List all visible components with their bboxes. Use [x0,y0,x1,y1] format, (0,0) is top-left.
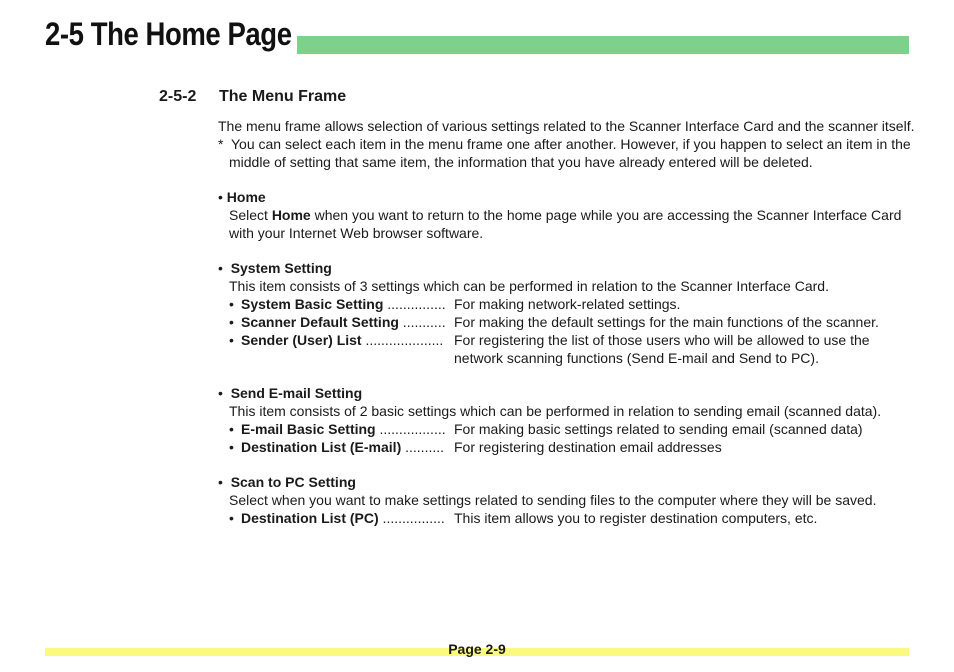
sub-item-label: Destination List (E-mail) [241,439,402,455]
scanpc-item-title [218,473,918,491]
sub-item-row: • Sender (User) List .................... For registering the list of those users who will be allowed to use the network scanning functions (Send E-mail and Send to PC). [218,331,918,367]
sub-item-label: Sender (User) List [241,332,362,348]
note-mark: * [218,136,224,152]
sub-item-row: • Destination List (PC) ................ This item allows you to register destination computers, etc. [218,509,918,527]
home-bold: Home [271,207,311,223]
sub-item-label: System Basic Setting [241,296,384,312]
scanpc-title: Scan to PC Setting [230,474,356,490]
section-number: 2-5-2 [159,88,197,105]
sub-item-row: • E-mail Basic Setting ................. For making basic settings related to sending email (scanned data) [218,420,918,438]
scanpc-item-desc: Select when you want to make settings related to sending files to the computer where they will be saved. [229,492,877,508]
section-heading [159,88,346,106]
system-item-title [218,259,918,277]
sub-item-desc: For registering destination email addresses [454,439,722,455]
content [218,117,918,527]
home-item-title [218,188,918,206]
bullet: • [218,474,223,490]
sub-item-desc: For registering the list of those users who will be allowed to use the network scanning functions (Send E-mail and Send to PC). [454,332,870,366]
sub-item-label: Scanner Default Setting [241,314,399,330]
system-item-desc: This item consists of 3 settings which can be performed in relation to the Scanner Interface Card. [229,278,829,294]
sub-item-desc: For making basic settings related to sending email (scanned data) [454,421,863,437]
intro-note [218,135,918,171]
home-title: Home [226,189,266,205]
system-title: System Setting [230,260,332,276]
sub-item-row: • System Basic Setting ............... For making network-related settings. [218,295,918,313]
section-title: The Menu Frame [219,88,347,105]
sub-item-label: E-mail Basic Setting [241,421,376,437]
bullet: • [218,385,223,401]
sub-item-desc: For making the default settings for the main functions of the scanner. [454,314,879,330]
sub-item-desc: For making network-related settings. [454,296,681,312]
email-item-desc: This item consists of 2 basic settings which can be performed in relation to sending email (scanned data). [229,403,882,419]
sub-item-row: • Scanner Default Setting ........... For making the default settings for the main functions of the scanner. [218,313,918,331]
email-title: Send E-mail Setting [230,385,363,401]
sub-item-label: Destination List (PC) [241,510,379,526]
home-item-desc: Select Home when you want to return to the home page while you are accessing the Scanner Interface Card with your Internet Web browser software. [229,207,902,241]
page-number: Page 2-9 [448,641,506,657]
bullet: • [218,260,223,276]
intro-paragraph: The menu frame allows selection of various settings related to the Scanner Interface Card and the scanner itself. [218,118,915,134]
email-item-title [218,384,918,402]
note-text: You can select each item in the menu frame one after another. However, if you happen to select an item in the middle of setting that same item, the information that you have already entered will be deleted. [229,136,911,170]
sub-item-row: • Destination List (E-mail) .......... For registering destination email addresses [218,438,918,456]
bullet: • [218,189,223,205]
sub-item-desc: This item allows you to register destination computers, etc. [454,510,818,526]
page-title: 2-5 The Home Page [45,14,297,54]
